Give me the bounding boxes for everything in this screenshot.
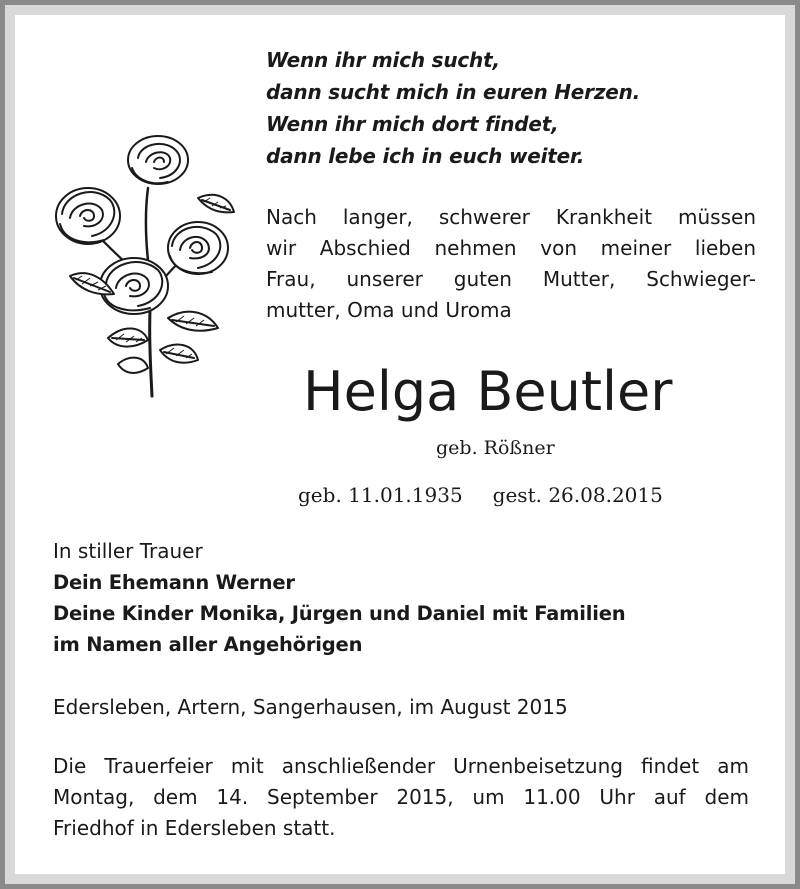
roses-icon: [48, 128, 238, 398]
poem-line: dann lebe ich in euch weiter.: [266, 144, 585, 168]
poem-line: dann sucht mich in euren Herzen.: [266, 80, 641, 104]
announcement-line: wir Abschied nehmen von meiner lieben: [266, 236, 756, 260]
birth-date: geb. 11.01.1935: [298, 483, 463, 507]
announcement-line: Nach langer, schwerer Krankheit müssen: [266, 205, 756, 229]
poem-line: Wenn ihr mich sucht,: [266, 48, 500, 72]
deceased-name: Helga Beutler: [303, 360, 673, 423]
service-line: Friedhof in Edersleben statt.: [53, 816, 336, 840]
announcement-line: mutter, Oma und Uroma: [266, 298, 512, 322]
mourner-line: Dein Ehemann Werner: [53, 571, 295, 594]
place-and-date: Edersleben, Artern, Sangerhausen, im August 2015: [53, 695, 568, 719]
poem-line: Wenn ihr mich dort findet,: [266, 112, 559, 136]
announcement-line: Frau, unserer guten Mutter, Schwieger-: [266, 267, 756, 291]
announcement-text: [266, 202, 756, 326]
mourners-intro: In stiller Trauer: [53, 539, 203, 563]
maiden-name: geb. Rößner: [436, 437, 555, 459]
mourners-block: [53, 536, 625, 660]
service-line: Montag, dem 14. September 2015, um 11.00 Uhr auf dem: [53, 785, 749, 809]
service-line: Die Trauerfeier mit anschließender Urnenbeisetzung findet am: [53, 754, 749, 778]
funeral-service-info: [53, 751, 749, 844]
poem: [266, 44, 640, 172]
mourner-line: im Namen aller Angehörigen: [53, 633, 363, 656]
mourner-line: Deine Kinder Monika, Jürgen und Daniel mit Familien: [53, 602, 626, 625]
death-date: gest. 26.08.2015: [492, 483, 663, 507]
life-dates: [298, 479, 663, 511]
